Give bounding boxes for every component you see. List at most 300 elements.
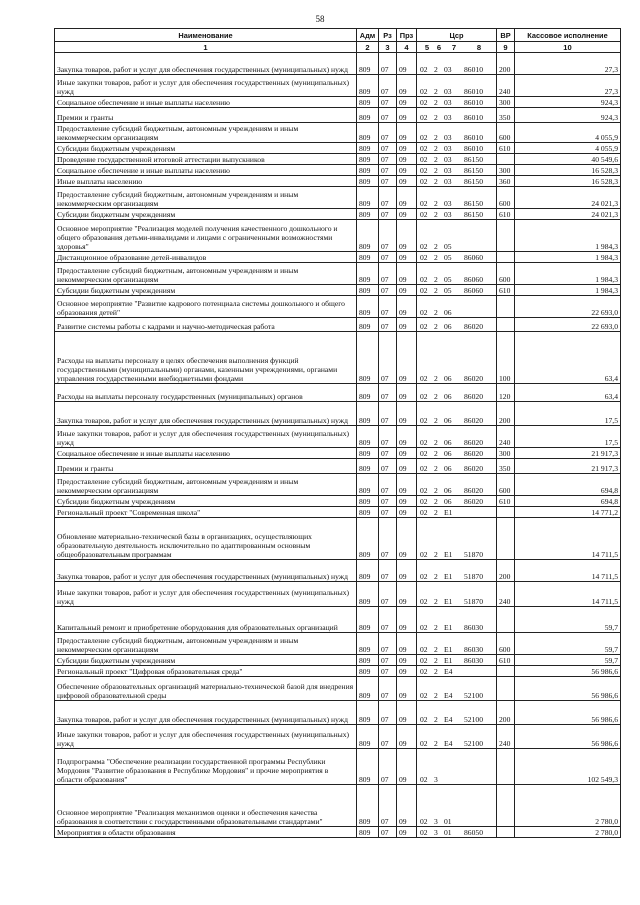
row-rz: 07 [379,209,397,220]
row-prz: 09 [397,725,417,749]
row-csr [417,263,497,285]
row-csr-direction: 52100 [464,739,483,748]
row-csr-event: E4 [444,715,453,724]
row-csr [417,176,497,187]
row-rz: 07 [379,154,397,165]
row-adm: 809 [357,53,379,75]
row-csr-direction: 86030 [464,656,483,665]
row-csr-subprogram: 2 [434,656,438,665]
row-csr-subprogram: 2 [434,486,438,495]
row-rz: 07 [379,143,397,154]
row-csr-program: 02 [420,449,428,458]
row-adm: 809 [357,607,379,633]
row-name: Предоставление субсидий бюджетным, автономным учреждениям и иным некоммерческим организациям [55,187,357,209]
row-prz: 09 [397,402,417,426]
row-csr-direction: 86020 [464,416,483,425]
row-vr: 610 [497,143,515,154]
row-name: Закупка товаров, работ и услуг для обеспечения государственных (муниципальных) нужд [55,701,357,725]
row-cash-value: 17,5 [515,426,621,448]
row-csr-direction: 86020 [464,497,483,506]
row-prz: 09 [397,209,417,220]
row-name: Субсидии бюджетным учреждениям [55,285,357,296]
row-csr-event: 06 [444,374,452,383]
row-name: Капитальный ремонт и приобретение оборудования для образовательных организаций [55,607,357,633]
row-adm: 809 [357,318,379,332]
row-csr-direction: 86030 [464,623,483,632]
row-csr-event: E4 [444,691,453,700]
row-rz: 07 [379,426,397,448]
row-csr-subprogram: 2 [434,286,438,295]
row-vr: 300 [497,165,515,176]
colnum-9: 9 [497,42,515,53]
row-csr-program: 02 [420,775,428,784]
row-cash-value: 102 549,3 [515,749,621,785]
row-csr [417,426,497,448]
row-adm: 809 [357,75,379,97]
row-cash-value: 24 021,3 [515,209,621,220]
row-adm: 809 [357,582,379,607]
row-cash-value: 1 984,3 [515,285,621,296]
row-vr: 600 [497,633,515,655]
row-csr-direction: 86150 [464,199,483,208]
row-csr-subprogram: 2 [434,177,438,186]
row-cash-value: 694,8 [515,474,621,496]
row-csr-direction: 86030 [464,645,483,654]
row-name: Премии и гранты [55,108,357,123]
table-row [55,285,621,296]
row-csr-subprogram: 2 [434,416,438,425]
row-csr [417,384,497,402]
row-csr-event: 01 [444,817,452,826]
row-name: Основное мероприятие "Реализация механизмов оценки и обеспечения качества образования в соответствии с государственными образовательными стандартами" [55,785,357,827]
row-cash-value: 56 986,6 [515,725,621,749]
row-csr [417,677,497,701]
row-csr-direction: 86010 [464,113,483,122]
row-rz: 07 [379,749,397,785]
row-adm: 809 [357,187,379,209]
row-csr [417,827,497,838]
row-csr [417,725,497,749]
row-csr-subprogram: 2 [434,242,438,251]
row-prz: 09 [397,560,417,582]
row-rz: 07 [379,384,397,402]
row-name: Предоставление субсидий бюджетным, автономным учреждениям и иным некоммерческим организациям [55,633,357,655]
column-number-row [55,42,621,53]
row-csr-direction: 86010 [464,65,483,74]
table-row [55,496,621,507]
row-prz: 09 [397,448,417,459]
table-row [55,507,621,518]
colnum-8: 8 [476,42,482,52]
row-adm: 809 [357,165,379,176]
row-cash-value: 24 021,3 [515,187,621,209]
row-csr-subprogram: 2 [434,374,438,383]
row-csr-event: 03 [444,87,452,96]
row-csr [417,209,497,220]
row-csr-direction: 86020 [464,449,483,458]
table-row [55,143,621,154]
row-cash-value: 14 711,5 [515,560,621,582]
table-row [55,97,621,108]
table-row [55,474,621,496]
header-adm: Адм [357,29,379,42]
row-adm: 809 [357,701,379,725]
row-csr-subprogram: 2 [434,65,438,74]
row-vr [497,296,515,318]
table-row [55,725,621,749]
row-cash-value: 56 986,6 [515,666,621,677]
row-csr-program: 02 [420,199,428,208]
row-csr [417,187,497,209]
row-rz: 07 [379,560,397,582]
row-csr-event: 06 [444,322,452,331]
row-csr [417,518,497,560]
row-csr-program: 02 [420,464,428,473]
row-name: Закупка товаров, работ и услуг для обеспечения государственных (муниципальных) нужд [55,53,357,75]
table-row [55,384,621,402]
row-adm: 809 [357,143,379,154]
header-vr: ВР [497,29,515,42]
row-csr-program: 02 [420,65,428,74]
row-prz: 09 [397,332,417,384]
row-prz: 09 [397,474,417,496]
row-csr-subprogram: 2 [434,322,438,331]
row-prz: 09 [397,252,417,263]
row-vr: 600 [497,123,515,143]
row-name: Иные закупки товаров, работ и услуг для обеспечения государственных (муниципальных) нужд [55,75,357,97]
row-csr-subprogram: 2 [434,113,438,122]
row-name: Обеспечение образовательных организаций материально-технической базой для внедрения цифровой образовательной среды [55,677,357,701]
table-row [55,633,621,655]
row-csr-event: 05 [444,286,452,295]
row-name: Региональный проект "Цифровая образовательная среда" [55,666,357,677]
row-csr-direction: 51870 [464,572,483,581]
row-prz: 09 [397,97,417,108]
row-csr-subprogram: 2 [434,508,438,517]
table-row [55,655,621,666]
row-csr-subprogram: 2 [434,715,438,724]
row-csr-program: 02 [420,308,428,317]
row-csr [417,607,497,633]
row-adm: 809 [357,296,379,318]
row-vr [497,220,515,252]
row-csr-event: E1 [444,597,453,606]
row-prz: 09 [397,827,417,838]
row-csr-program: 02 [420,177,428,186]
table-row [55,785,621,827]
table-row [55,402,621,426]
row-cash-value: 14 711,5 [515,518,621,560]
row-rz: 07 [379,187,397,209]
row-csr-program: 02 [420,739,428,748]
row-csr-program: 02 [420,715,428,724]
row-adm: 809 [357,285,379,296]
row-csr-direction: 86020 [464,392,483,401]
row-rz: 07 [379,827,397,838]
row-csr-program: 02 [420,667,428,676]
row-csr-event: 03 [444,98,452,107]
row-prz: 09 [397,701,417,725]
row-csr [417,582,497,607]
row-name: Премии и гранты [55,459,357,474]
row-cash-value: 14 771,2 [515,507,621,518]
table-row [55,318,621,332]
row-prz: 09 [397,607,417,633]
row-rz: 07 [379,785,397,827]
row-rz: 07 [379,75,397,97]
row-prz: 09 [397,749,417,785]
row-csr-subprogram: 2 [434,572,438,581]
row-name: Расходы на выплаты персоналу в целях обеспечения выполнения функций государственными (муниципальными) органами, казенными учреждениями, органами управления государственными внебюджетными фондами [55,332,357,384]
row-adm: 809 [357,666,379,677]
row-cash-value: 4 055,9 [515,143,621,154]
table-row [55,560,621,582]
row-csr-program: 02 [420,144,428,153]
row-csr-program: 02 [420,253,428,262]
row-csr-event: 03 [444,199,452,208]
row-rz: 07 [379,448,397,459]
row-vr: 360 [497,176,515,187]
row-adm: 809 [357,560,379,582]
row-csr-program: 02 [420,438,428,447]
row-csr-direction: 86020 [464,438,483,447]
row-csr-subprogram: 2 [434,449,438,458]
row-csr-direction: 86020 [464,464,483,473]
row-name: Субсидии бюджетным учреждениям [55,209,357,220]
row-prz: 09 [397,459,417,474]
row-cash-value: 21 917,3 [515,459,621,474]
row-csr-event: 03 [444,210,452,219]
table-row [55,749,621,785]
row-adm: 809 [357,474,379,496]
row-csr [417,220,497,252]
row-csr-subprogram: 3 [434,775,438,784]
row-csr-event: E1 [444,656,453,665]
row-csr [417,633,497,655]
row-csr-event: 06 [444,392,452,401]
row-csr-direction: 86050 [464,828,483,837]
row-adm: 809 [357,332,379,384]
row-csr-program: 02 [420,828,428,837]
row-rz: 07 [379,607,397,633]
row-adm: 809 [357,677,379,701]
row-cash-value: 21 917,3 [515,448,621,459]
row-csr-direction: 86060 [464,275,483,284]
row-prz: 09 [397,633,417,655]
row-prz: 09 [397,53,417,75]
row-csr-direction: 86150 [464,177,483,186]
table-row [55,827,621,838]
row-cash-value: 1 984,3 [515,263,621,285]
row-adm: 809 [357,749,379,785]
row-csr-direction: 52100 [464,715,483,724]
row-vr: 200 [497,53,515,75]
row-cash-value: 2 780,0 [515,827,621,838]
row-prz: 09 [397,187,417,209]
row-rz: 07 [379,176,397,187]
row-name: Предоставление субсидий бюджетным, автономным учреждениям и иным некоммерческим организациям [55,123,357,143]
row-adm: 809 [357,263,379,285]
row-name: Субсидии бюджетным учреждениям [55,655,357,666]
row-csr-event: E1 [444,550,453,559]
row-csr-direction: 86010 [464,144,483,153]
row-vr: 600 [497,474,515,496]
table-row [55,426,621,448]
row-csr-direction: 86020 [464,486,483,495]
table-row [55,220,621,252]
row-prz: 09 [397,123,417,143]
row-csr-program: 02 [420,133,428,142]
row-prz: 09 [397,496,417,507]
row-csr [417,318,497,332]
table-row [55,607,621,633]
row-csr-program: 02 [420,416,428,425]
row-cash-value: 27,3 [515,75,621,97]
row-csr [417,560,497,582]
row-name: Подпрограмма "Обеспечение реализации государственной программы Республики Мордовия "Развитие образования в Республике Мордовия" и прочие мероприятия в области образования" [55,749,357,785]
row-prz: 09 [397,143,417,154]
row-csr-program: 02 [420,275,428,284]
row-rz: 07 [379,53,397,75]
row-csr-direction: 86010 [464,133,483,142]
row-prz: 09 [397,75,417,97]
table-row [55,677,621,701]
row-prz: 09 [397,296,417,318]
row-vr [497,785,515,827]
row-csr [417,507,497,518]
row-adm: 809 [357,448,379,459]
row-cash-value: 59,7 [515,633,621,655]
row-cash-value: 56 986,6 [515,677,621,701]
row-name: Основное мероприятие "Развитие кадрового потенциала системы дошкольного и общего образования детей" [55,296,357,318]
row-name: Региональный проект "Современная школа" [55,507,357,518]
row-prz: 09 [397,518,417,560]
row-vr [497,666,515,677]
row-adm: 809 [357,633,379,655]
row-csr-event: 03 [444,113,452,122]
row-vr: 610 [497,655,515,666]
row-rz: 07 [379,677,397,701]
row-csr-subprogram: 2 [434,166,438,175]
row-cash-value: 16 528,3 [515,165,621,176]
row-name: Иные выплаты населению [55,176,357,187]
row-cash-value: 1 984,3 [515,220,621,252]
row-cash-value: 56 986,6 [515,701,621,725]
row-name: Закупка товаров, работ и услуг для обеспечения государственных (муниципальных) нужд [55,402,357,426]
row-adm: 809 [357,496,379,507]
table-row [55,518,621,560]
row-cash-value: 63,4 [515,384,621,402]
row-adm: 809 [357,176,379,187]
row-csr [417,496,497,507]
row-csr-subprogram: 2 [434,155,438,164]
row-csr-program: 02 [420,817,428,826]
row-rz: 07 [379,108,397,123]
row-csr [417,448,497,459]
row-csr [417,53,497,75]
row-rz: 07 [379,474,397,496]
row-rz: 07 [379,655,397,666]
row-cash-value: 14 711,5 [515,582,621,607]
row-rz: 07 [379,633,397,655]
table-row [55,53,621,75]
row-adm: 809 [357,154,379,165]
row-name: Предоставление субсидий бюджетным, автономным учреждениям и иным некоммерческим организациям [55,474,357,496]
colnum-7: 7 [451,42,457,52]
row-name: Дистанционное образование детей-инвалидов [55,252,357,263]
row-csr-subprogram: 3 [434,828,438,837]
row-csr [417,296,497,318]
row-cash-value: 17,5 [515,402,621,426]
row-csr-subprogram: 2 [434,438,438,447]
row-vr: 240 [497,725,515,749]
row-csr-event: E1 [444,572,453,581]
row-rz: 07 [379,518,397,560]
row-csr-subprogram: 2 [434,199,438,208]
row-vr: 120 [497,384,515,402]
row-csr-event: 06 [444,486,452,495]
row-csr-event: 01 [444,828,452,837]
row-csr-subprogram: 2 [434,308,438,317]
row-rz: 07 [379,666,397,677]
row-vr [497,318,515,332]
row-rz: 07 [379,332,397,384]
table-row [55,459,621,474]
row-cash-value: 924,3 [515,97,621,108]
row-csr-event: 03 [444,144,452,153]
row-csr-subprogram: 2 [434,691,438,700]
row-name: Основное мероприятие "Реализация моделей получения качественного дошкольного и общего образования детьми-инвалидами и лицами с ограниченными возможностями здоровья" [55,220,357,252]
row-adm: 809 [357,507,379,518]
row-csr-event: 03 [444,177,452,186]
row-csr-subprogram: 2 [434,133,438,142]
row-csr-subprogram: 2 [434,210,438,219]
row-cash-value: 4 055,9 [515,123,621,143]
row-csr-event: 03 [444,65,452,74]
row-csr-program: 02 [420,572,428,581]
row-prz: 09 [397,176,417,187]
row-csr [417,252,497,263]
row-csr [417,165,497,176]
row-adm: 809 [357,518,379,560]
row-prz: 09 [397,154,417,165]
row-csr [417,655,497,666]
row-csr-program: 02 [420,550,428,559]
row-csr [417,123,497,143]
row-csr [417,332,497,384]
row-rz: 07 [379,318,397,332]
row-csr [417,666,497,677]
row-vr: 610 [497,496,515,507]
table-row [55,123,621,143]
row-csr-program: 02 [420,508,428,517]
row-rz: 07 [379,97,397,108]
row-vr [497,607,515,633]
row-csr-direction: 86060 [464,253,483,262]
table-row [55,75,621,97]
row-name: Социальное обеспечение и иные выплаты населению [55,165,357,176]
row-prz: 09 [397,677,417,701]
row-csr [417,785,497,827]
row-name: Мероприятия в области образования [55,827,357,838]
row-csr-subprogram: 2 [434,253,438,262]
header-cash: Кассовое исполнение [515,29,621,42]
header-rz: Рз [379,29,397,42]
row-adm: 809 [357,402,379,426]
row-vr: 610 [497,285,515,296]
row-csr-subprogram: 2 [434,392,438,401]
row-csr-event: 05 [444,242,452,251]
